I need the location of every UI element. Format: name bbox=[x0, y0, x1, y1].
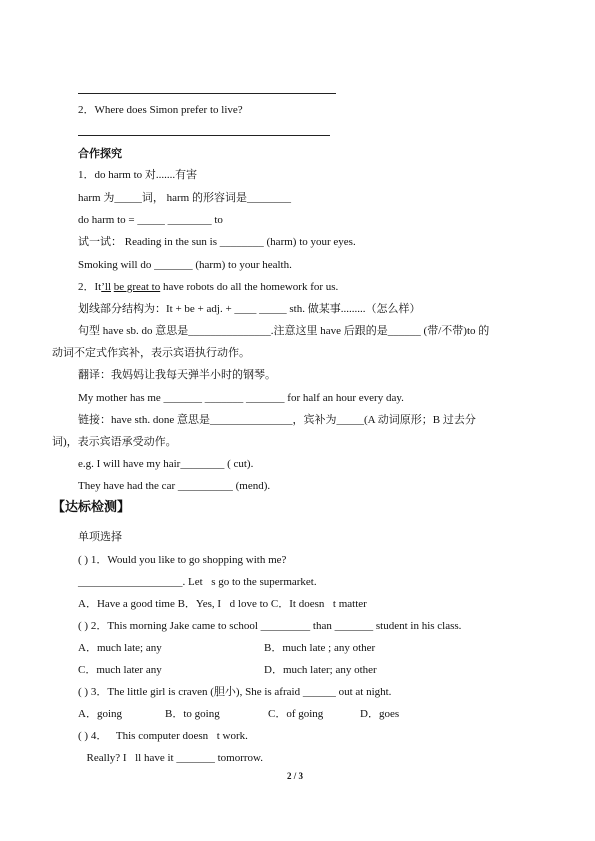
question-line: ( ) 1．Would you like to go shopping with me? bbox=[78, 554, 287, 566]
section-heading-test: 【达标检测】 bbox=[52, 500, 131, 515]
text-fragment: have robots do all the homework for us. bbox=[160, 281, 339, 293]
text-line: 划线部分结构为：It + be + adj. + ____ _____ sth. 做某事.........（怎么样） bbox=[78, 303, 421, 315]
option-a: A．much late; any bbox=[78, 642, 162, 654]
text-line: 词)，表示宾语承受动作。 bbox=[52, 436, 177, 448]
text-line: harm 为_____词， harm 的形容词是________ bbox=[78, 192, 291, 204]
option-d: D．goes bbox=[360, 708, 400, 720]
text-line:  Really? I ll have it _______ tomorrow.  bbox=[78, 752, 272, 764]
question-line: ( ) 3．The little girl is craven (胆小), She is afraid ______ out at night. bbox=[78, 686, 392, 698]
underlined-phrase: be great to bbox=[113, 281, 161, 293]
text-line: 单项选择 bbox=[78, 531, 122, 543]
text-fragment: 2．It bbox=[78, 281, 102, 293]
text-line: 1．do harm to 对.......有害 bbox=[78, 169, 198, 181]
text-line: e.g. I will have my hair________ ( cut). bbox=[78, 458, 254, 470]
text-line: 试一试： Reading in the sun is ________ (harm) to your eyes. bbox=[78, 236, 356, 248]
text-line: 链接：have sth. done 意思是_______________，宾补为_____(A 动词原形；B 过去分 bbox=[78, 414, 476, 426]
text-line: 句型 have sb. do 意思是_______________.注意这里 have 后跟的是______ (带/不带)to 的 bbox=[78, 325, 490, 337]
option-c: C．of going bbox=[268, 708, 324, 720]
text-line: ___________________. Let s go to the supermarket. bbox=[78, 576, 317, 588]
question-2: 2．Where does Simon prefer to live? bbox=[78, 104, 243, 116]
option-line: A．Have a good time B．Yes, I d love to C．It doesn t matter bbox=[78, 598, 367, 610]
text-fragment: ʼll bbox=[101, 281, 112, 293]
answer-line bbox=[78, 135, 330, 136]
option-b: B．much late ; any other bbox=[264, 642, 376, 654]
text-line: do harm to = _____ ________ to bbox=[78, 214, 223, 226]
question-line: ( ) 4． This computer doesn t work.  bbox=[78, 730, 257, 742]
option-b: B．to going bbox=[165, 708, 220, 720]
option-a: A．going bbox=[78, 708, 122, 720]
section-heading-cooperation: 合作探究 bbox=[78, 147, 122, 160]
text-line: They have had the car __________ (mend). bbox=[78, 480, 271, 492]
text-line: 动词不定式作宾补，表示宾语执行动作。 bbox=[52, 347, 250, 359]
answer-line bbox=[78, 93, 336, 94]
question-line: ( ) 2．This morning Jake came to school _________ than _______ student in his class. bbox=[78, 620, 462, 632]
text-line: Smoking will do _______ (harm) to your health. bbox=[78, 259, 292, 271]
page-number: 2 / 3 bbox=[287, 771, 304, 781]
text-line: 翻译：我妈妈让我每天弹半小时的钢琴。 bbox=[78, 369, 276, 381]
text-line: My mother has me _______ _______ _______ for half an hour every day. bbox=[78, 392, 404, 404]
option-d: D．much later; any other bbox=[264, 664, 377, 676]
option-c: C．much later any bbox=[78, 664, 162, 676]
text-line bbox=[78, 280, 338, 294]
